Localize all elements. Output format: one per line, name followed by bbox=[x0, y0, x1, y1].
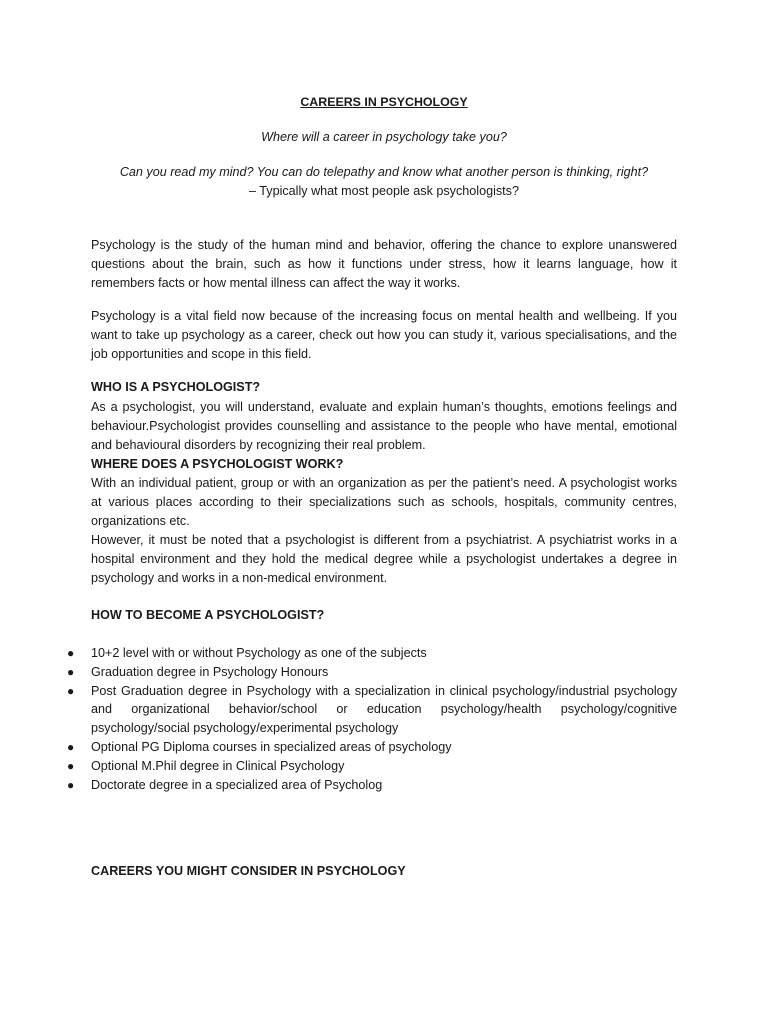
requirements-list bbox=[67, 644, 677, 794]
list-item-text: Doctorate degree in a specialized area of Psycholog bbox=[91, 777, 383, 792]
intro-paragraph-1: Psychology is the study of the human mind and behavior, offering the chance to explore unanswered questions about the brain, such as how it functions under stress, how it learns language, how it remembers facts or how mental illness can affect the way it works. bbox=[91, 238, 677, 290]
bullet-dot-icon: ● bbox=[67, 739, 75, 754]
bullet-dot-icon: ● bbox=[67, 758, 75, 773]
bullet-dot-icon: ● bbox=[67, 664, 75, 679]
how-heading: HOW TO BECOME A PSYCHOLOGIST? bbox=[91, 608, 325, 622]
where-heading: WHERE DOES A PSYCHOLOGIST WORK? bbox=[91, 457, 344, 471]
list-item bbox=[67, 644, 677, 663]
list-item bbox=[67, 663, 677, 682]
list-item bbox=[67, 776, 677, 795]
intro-paragraph-2: Psychology is a vital field now because of the increasing focus on mental health and wellbeing. If you want to take up psychology as a career, check out how you can study it, various specialisations, and the job opportunities and scope in this field. bbox=[91, 309, 677, 361]
who-paragraph: As a psychologist, you will understand, evaluate and explain human’s thoughts, emotions feelings and behaviour.Psychologist provides counselling and assistance to the people who have mental, emotional and behavioural disorders by recognizing their real problem. bbox=[91, 400, 677, 452]
careers-heading: CAREERS YOU MIGHT CONSIDER IN PSYCHOLOGY bbox=[91, 864, 406, 878]
list-item-text: Optional M.Phil degree in Clinical Psychology bbox=[91, 758, 345, 773]
question-line-2: – Typically what most people ask psychologists? bbox=[249, 184, 519, 198]
bullet-dot-icon: ● bbox=[67, 683, 75, 698]
where-paragraph-1: With an individual patient, group or with an organization as per the patient’s need. A psychologist works at various places according to their specializations such as schools, hospitals, community centres, organizations etc. bbox=[91, 476, 677, 528]
document-subtitle: Where will a career in psychology take you? bbox=[261, 130, 507, 144]
list-item-text: 10+2 level with or without Psychology as one of the subjects bbox=[91, 646, 427, 660]
list-item bbox=[67, 682, 677, 738]
bullet-dot-icon: ● bbox=[67, 646, 75, 660]
question-line-1: Can you read my mind? You can do telepathy and know what another person is thinking, right? bbox=[119, 165, 649, 179]
list-item-text: Graduation degree in Psychology Honours bbox=[91, 664, 329, 679]
bullet-dot-icon: ● bbox=[67, 777, 75, 792]
document-title: CAREERS IN PSYCHOLOGY bbox=[300, 95, 468, 109]
list-item bbox=[67, 738, 677, 757]
list-item bbox=[67, 757, 677, 776]
list-item-text: Post Graduation degree in Psychology with a specialization in clinical psychology/industrial psychology and organizational behavior/school or education psychology/health psychology/cognitive psychology/social psychology/experimental psychology bbox=[91, 683, 677, 736]
where-paragraph-2: However, it must be noted that a psychologist is different from a psychiatrist. A psychiatrist works in a hospital environment and they hold the medical degree while a psychologist undertakes a degree in psychology and works in a non-medical environment. bbox=[91, 533, 677, 585]
who-heading: WHO IS A PSYCHOLOGIST? bbox=[91, 380, 261, 394]
list-item-text: Optional PG Diploma courses in specialized areas of psychology bbox=[91, 739, 452, 754]
